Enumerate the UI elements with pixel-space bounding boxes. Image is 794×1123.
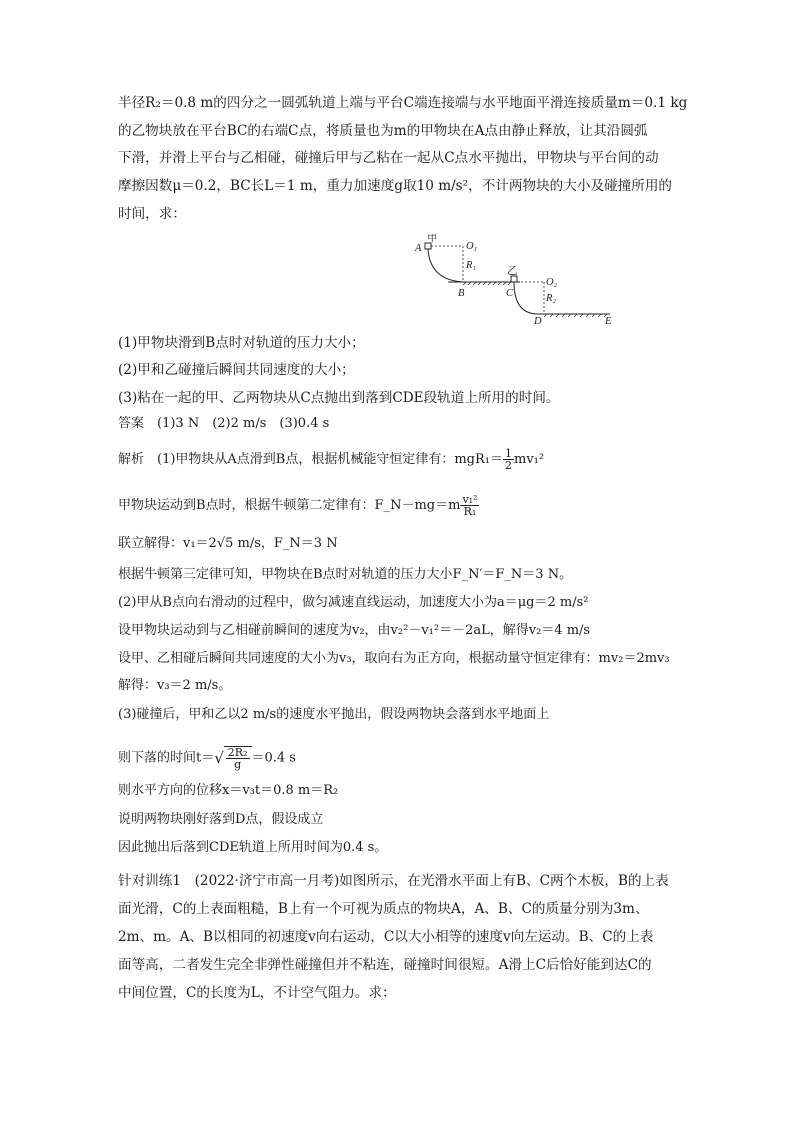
answer-line: 答案 (1)3 N (2)2 m/s (3)0.4 s: [118, 416, 330, 431]
fraction-half: [503, 448, 514, 471]
question-3: (3)粘在一起的甲、乙两物块从C点抛出到落到CDE段轨道上所用的时间。: [118, 390, 560, 406]
question-1: (1)甲物块滑到B点时对轨道的压力大小；: [118, 335, 365, 351]
question-2: (2)甲和乙碰撞后瞬间共同速度的大小；: [118, 362, 355, 378]
label-C: C: [506, 288, 514, 299]
analysis-step-1: [118, 448, 544, 471]
training-line-3: 2m、m。A、B以相同的初速度v向右运动，C以大小相等的速度v向左运动。B、C的上表: [118, 929, 654, 945]
problem-line-3: 下滑，并滑上平台与乙相碰，碰撞后甲与乙粘在一起从C点水平抛出，甲物块与平台间的动: [118, 150, 659, 166]
label-R1: R₁: [466, 260, 477, 271]
fraction-numerator: v₁²: [462, 493, 478, 506]
fraction-2r-over-g: [226, 747, 250, 770]
analysis-step-13: 因此抛出后落到CDE轨道上所用时间为0.4 s。: [118, 840, 388, 855]
analysis-step-10-tail: ＝0.4 s: [251, 750, 296, 766]
label-D: D: [534, 316, 542, 326]
problem-line-4: 摩擦因数μ＝0.2，BC长L＝1 m，重力加速度g取10 m/s²，不计两物块的大小及碰撞所用的: [118, 178, 673, 194]
arc-track-CD: [514, 282, 538, 314]
training-line-2: 面光滑，C的上表面粗糙，B上有一个可视为质点的物块A，A、B、C的质量分别为3m、: [118, 901, 649, 917]
label-E: E: [605, 316, 612, 326]
analysis-step-9: (3)碰撞后，甲和乙以2 m/s的速度水平抛出，假设两物块会落到水平地面上: [118, 707, 550, 722]
fraction-denominator: 2: [505, 459, 513, 472]
analysis-step-4: 根据牛顿第三定律可知，甲物块在B点时对轨道的压力大小F_N′＝F_N＝3 N。: [118, 567, 573, 582]
problem-line-1: 半径R₂＝0.8 m的四分之一圆弧轨道上端与平台C端连接端与水平地面平滑连接质量m＝0.1 kg: [118, 95, 688, 111]
fraction-v-over-r: [460, 494, 479, 517]
label-O2: O₂: [546, 277, 558, 288]
analysis-step-3: 联立解得：v₁＝2√5 m/s，F_N＝3 N: [118, 536, 338, 551]
analysis-step-2: [118, 494, 479, 517]
problem-line-5: 时间，求：: [118, 206, 186, 222]
fraction-denominator: R₁: [463, 505, 477, 518]
label-B: B: [458, 288, 465, 299]
analysis-step-5: (2)甲从B点向右滑动的过程中，做匀减速直线运动，加速度大小为a＝μg＝2 m/s²: [118, 595, 589, 610]
fraction-denominator: g: [234, 758, 242, 771]
training-line-4: 面等高，二者发生完全非弹性碰撞但并不粘连，碰撞时间很短。A滑上C后恰好能到达C的: [118, 957, 652, 973]
sqrt-icon: √: [214, 749, 224, 767]
analysis-step-7: 设甲、乙相碰后瞬间共同速度的大小为v₃，取向右为正方向，根据动量守恒定律有：mv₂＝2mv₃: [118, 651, 670, 666]
label-R2: R₂: [546, 293, 557, 304]
analysis-step-1-tail: mv₁²: [514, 452, 545, 467]
analysis-step-12: 说明两物块刚好落到D点，假设成立: [118, 812, 324, 827]
label-A: A: [415, 243, 422, 254]
analysis-step-6: 设甲物块运动到与乙相碰前瞬间的速度为v₂，由v₂²－v₁²＝－2aL，解得v₂＝4 m/s: [118, 623, 591, 638]
problem-line-2: 的乙物块放在平台BC的右端C点，将质量也为m的甲物块在A点由静止释放，让其沿圆弧: [118, 123, 648, 139]
label-jia: 甲: [427, 234, 438, 244]
label-O1: O₁: [466, 241, 478, 252]
sqrt-radicand: [224, 746, 252, 770]
arc-track-AB: [428, 249, 463, 282]
fraction-numerator: 1: [505, 447, 513, 460]
analysis-step-11: 则水平方向的位移x＝v₃t＝0.8 m＝R₂: [118, 783, 339, 798]
training-line-5: 中间位置，C的长度为L，不计空气阻力。求：: [118, 985, 396, 1001]
fraction-numerator: 2R₂: [227, 746, 248, 759]
training-line-1: 针对训练1 (2022·济宁市高一月考)如图所示，在光滑水平面上有B、C两个木板，B的上表: [118, 873, 669, 889]
analysis-step-10: [118, 746, 296, 770]
track-diagram: [300, 234, 620, 326]
analysis-step-10-text: 则下落的时间t＝: [118, 750, 215, 766]
label-yi: 乙: [507, 266, 518, 277]
analysis-step-1-text: 解析 (1)甲物块从A点滑到B点，根据机械能守恒定律有：mgR₁＝: [118, 452, 504, 467]
analysis-step-2-text: 甲物块运动到B点时，根据牛顿第二定律有：F_N－mg＝m: [118, 498, 461, 513]
analysis-step-8: 解得：v₃＝2 m/s。: [118, 678, 232, 693]
